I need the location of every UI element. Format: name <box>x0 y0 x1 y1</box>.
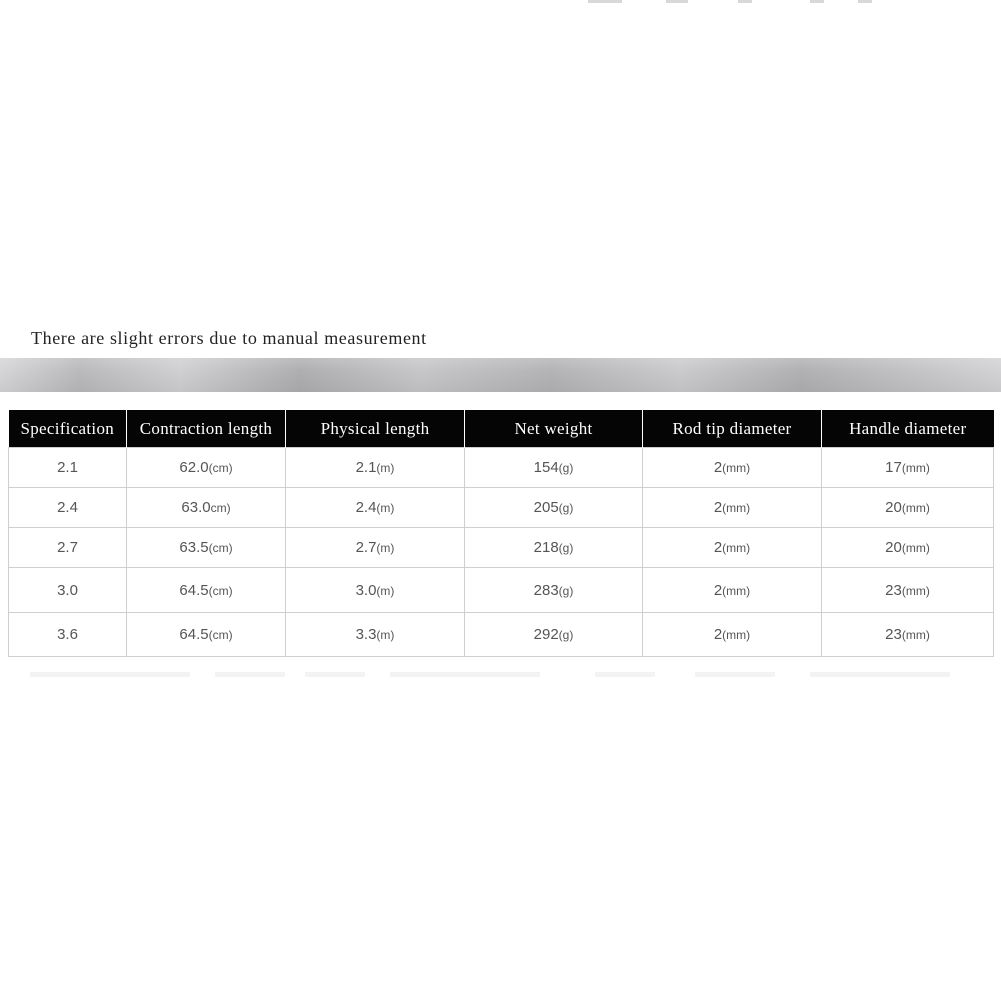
table-cell-net-weight <box>465 448 643 488</box>
column-header-contraction-length: Contraction length <box>127 410 286 448</box>
cell-unit: (m) <box>376 501 395 515</box>
cell-value: 2 <box>713 626 723 643</box>
table-cell-specification <box>9 568 127 613</box>
table-cell-handle-diameter <box>822 448 994 488</box>
column-header-handle-diameter: Handle diameter <box>822 410 994 448</box>
cell-unit: (mm) <box>901 628 930 642</box>
column-header-physical-length: Physical length <box>286 410 465 448</box>
table-row <box>9 568 994 613</box>
cell-unit: (mm) <box>901 461 930 475</box>
cell-value: 292 <box>533 626 559 643</box>
cell-value: 283 <box>533 581 559 599</box>
faded-decorative-row <box>30 672 960 678</box>
cell-value: 2 <box>713 581 723 599</box>
table-cell-rod-tip-diameter <box>643 528 822 568</box>
table-cell-net-weight <box>465 528 643 568</box>
cell-value: 20 <box>885 539 902 556</box>
table-cell-handle-diameter <box>822 488 994 528</box>
column-header-rod-tip-diameter: Rod tip diameter <box>643 410 822 448</box>
cell-value: 3.0 <box>57 581 78 599</box>
cell-value: 63.0 <box>181 499 211 516</box>
cell-value: 2.1 <box>355 459 377 476</box>
cell-unit: (g) <box>558 541 574 555</box>
cell-value: 154 <box>533 459 559 476</box>
cell-value: 2 <box>713 459 723 476</box>
cell-value: 205 <box>533 499 559 516</box>
cell-unit: (m) <box>376 461 395 475</box>
cell-value: 3.0 <box>355 581 377 599</box>
table-cell-specification <box>9 528 127 568</box>
cell-unit: (mm) <box>901 583 930 598</box>
cell-unit: cm) <box>210 501 231 515</box>
table-row <box>9 613 994 657</box>
cell-value: 17 <box>885 459 902 476</box>
cell-unit: (mm) <box>722 461 751 475</box>
cell-unit: (mm) <box>722 501 751 515</box>
table-cell-net-weight <box>465 488 643 528</box>
cell-value: 2.7 <box>355 539 377 556</box>
table-cell-specification <box>9 613 127 657</box>
table-row <box>9 448 994 488</box>
cell-value: 2.4 <box>355 499 377 516</box>
cell-value: 3.6 <box>57 626 78 643</box>
cell-unit: (mm) <box>722 583 751 598</box>
table-cell-contraction-length <box>127 488 286 528</box>
specification-table <box>8 410 994 657</box>
table-cell-physical-length <box>286 528 465 568</box>
table-cell-net-weight <box>465 613 643 657</box>
cell-unit: (g) <box>558 628 574 642</box>
table-cell-specification <box>9 488 127 528</box>
cell-unit: (g) <box>558 501 574 515</box>
table-cell-contraction-length <box>127 568 286 613</box>
cell-unit: (mm) <box>901 541 930 555</box>
table-cell-rod-tip-diameter <box>643 488 822 528</box>
cell-value: 64.5 <box>179 581 209 599</box>
cell-unit: (mm) <box>722 541 751 555</box>
table-cell-rod-tip-diameter <box>643 613 822 657</box>
marble-banner <box>0 358 1001 392</box>
column-header-specification: Specification <box>9 410 127 448</box>
table-cell-contraction-length <box>127 613 286 657</box>
table-cell-net-weight <box>465 568 643 613</box>
top-decorative-marks <box>588 0 888 4</box>
cell-value: 64.5 <box>179 626 209 643</box>
cell-unit: (cm) <box>208 541 233 555</box>
cell-value: 3.3 <box>355 626 377 643</box>
table-cell-contraction-length <box>127 528 286 568</box>
table-cell-handle-diameter <box>822 528 994 568</box>
table-row <box>9 488 994 528</box>
column-header-net-weight: Net weight <box>465 410 643 448</box>
cell-unit: (m) <box>376 541 395 555</box>
cell-value: 2 <box>713 499 723 516</box>
cell-unit: (m) <box>376 583 395 598</box>
cell-value: 2.1 <box>57 459 78 476</box>
table-cell-rod-tip-diameter <box>643 448 822 488</box>
cell-value: 23 <box>885 626 902 643</box>
table-cell-handle-diameter <box>822 613 994 657</box>
cell-value: 23 <box>885 581 902 599</box>
cell-unit: (mm) <box>901 501 930 515</box>
table-cell-rod-tip-diameter <box>643 568 822 613</box>
table-row <box>9 528 994 568</box>
table-cell-handle-diameter <box>822 568 994 613</box>
measurement-note: There are slight errors due to manual measurement <box>31 328 427 348</box>
cell-unit: (g) <box>558 583 574 598</box>
cell-value: 20 <box>885 499 902 516</box>
cell-unit: (m) <box>376 628 395 642</box>
cell-value: 2.7 <box>57 539 78 556</box>
table-cell-physical-length <box>286 568 465 613</box>
cell-value: 218 <box>533 539 559 556</box>
cell-unit: (mm) <box>722 628 751 642</box>
cell-unit: (g) <box>558 461 574 475</box>
table-cell-physical-length <box>286 613 465 657</box>
table-cell-physical-length <box>286 448 465 488</box>
cell-value: 2 <box>713 539 723 556</box>
cell-unit: (cm) <box>208 461 233 475</box>
table-header-row <box>9 410 994 448</box>
table-cell-physical-length <box>286 488 465 528</box>
cell-value: 63.5 <box>179 539 209 556</box>
cell-unit: (cm) <box>208 583 233 598</box>
table-cell-contraction-length <box>127 448 286 488</box>
cell-value: 62.0 <box>179 459 209 476</box>
cell-unit: (cm) <box>208 628 233 642</box>
cell-value: 2.4 <box>57 499 78 516</box>
table-cell-specification <box>9 448 127 488</box>
